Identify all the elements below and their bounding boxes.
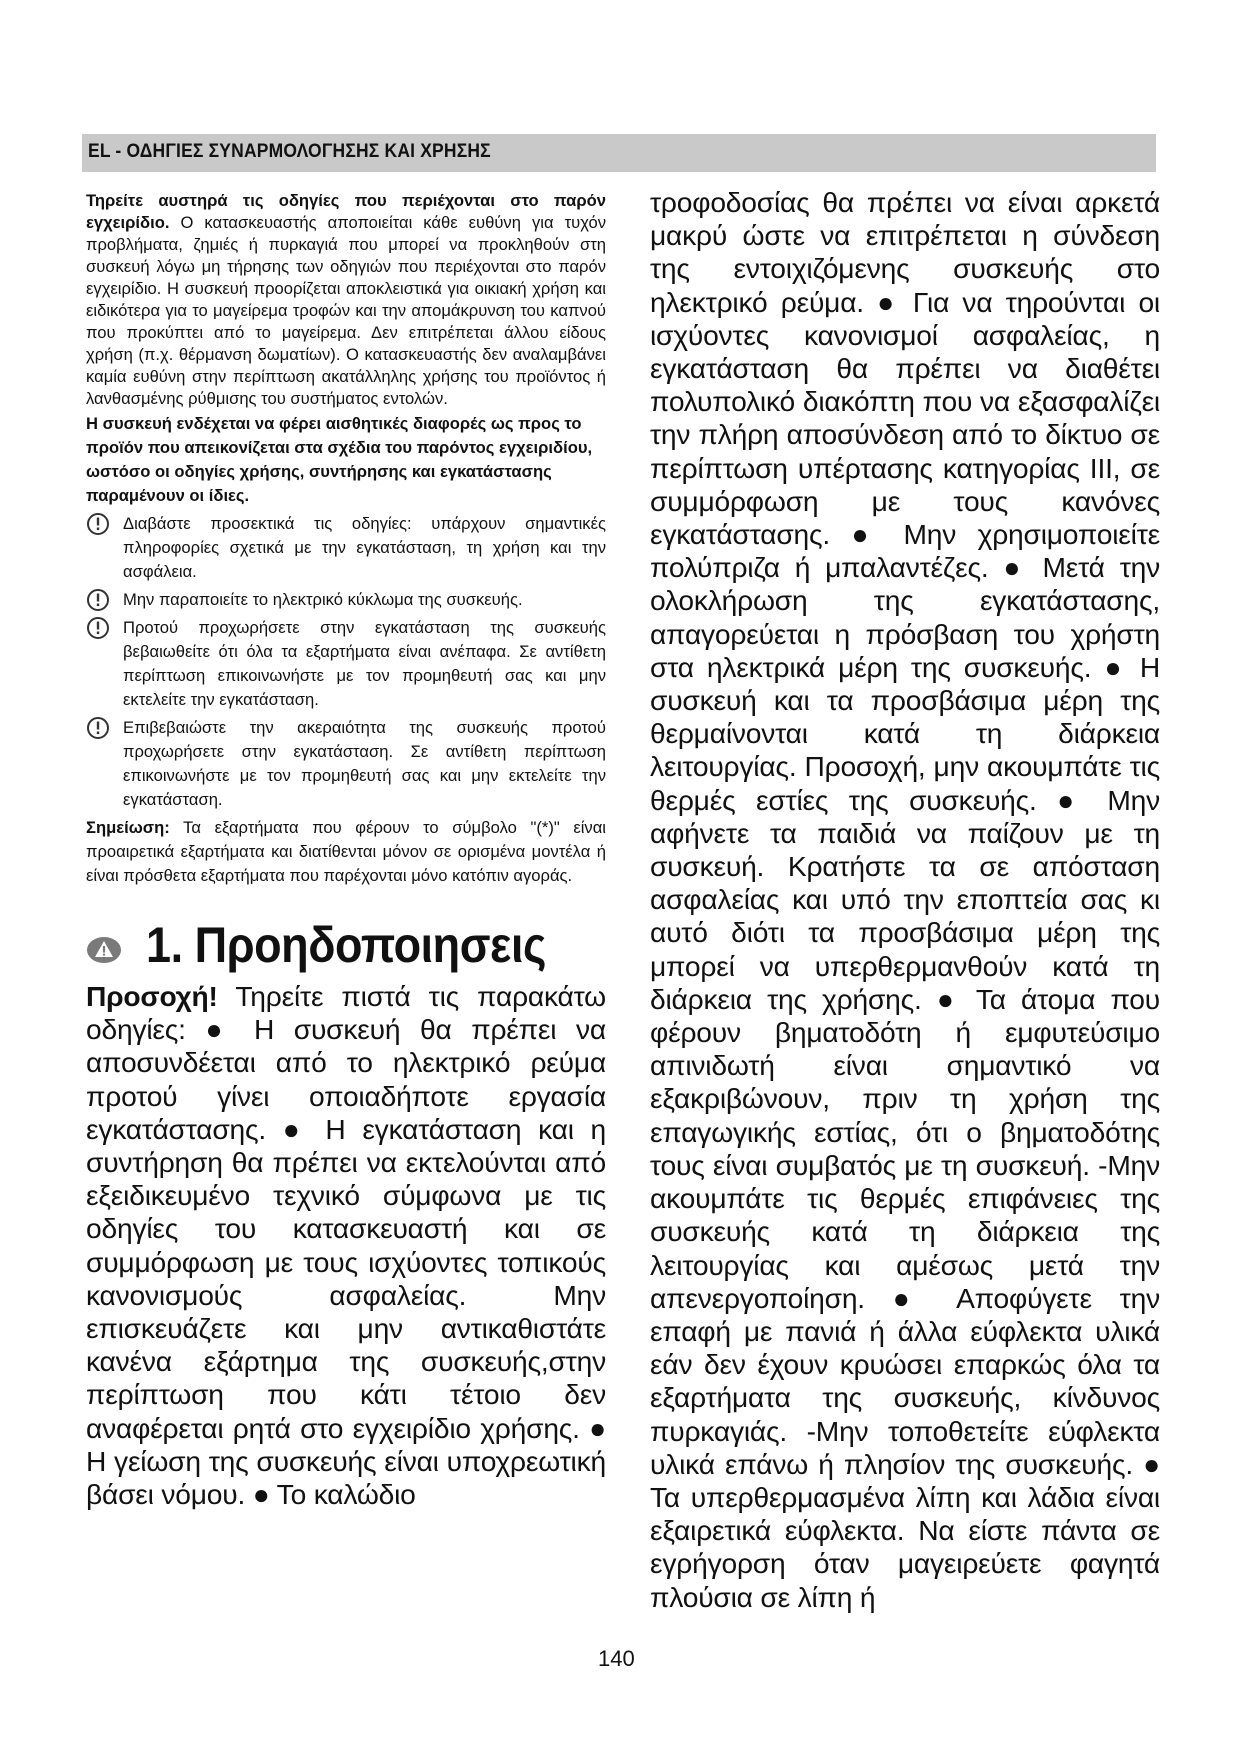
section-lead: Προσοχή! xyxy=(86,980,218,1012)
warning-item xyxy=(86,588,606,612)
warning-text: Διαβάστε προσεκτικά τις οδηγίες: υπάρχουν σημαντικές πληροφορίες σχετικά με την εγκατάσταση, τη χρήση και την ασφάλεια. xyxy=(123,514,606,581)
intro-paragraph xyxy=(86,190,606,410)
note-text: Τα εξαρτήματα που φέρουν το σύμβολο "(*)" είναι προαιρετικά εξαρτήματα και διατίθενται μόνον σε ορισμένα μοντέλα ή είναι πρόσθετα εξαρτήματα που παρέχονται μόνο κατόπιν αγοράς. xyxy=(86,818,606,885)
warning-circle-icon xyxy=(86,716,110,740)
warning-text: Προτού προχωρήσετε στην εγκατάσταση της συσκευής βεβαιωθείτε ότι όλα τα εξαρτήματα είναι ανέπαφα. Σε αντίθετη περίπτωση επικοινωνήστε με τον προμηθευτή σας και μην εκτελείτε την εγκατάσταση. xyxy=(123,618,606,709)
section-heading xyxy=(86,918,606,980)
intro-bold-lead: Τηρείτε αυστηρά τις οδηγίες που περιέχονται στο παρόν εγχειρίδιο. xyxy=(86,191,606,232)
warning-circle-icon xyxy=(86,616,110,640)
intro-text: Ο κατασκευαστής αποποιείται κάθε ευθύνη για τυχόν προβλήματα, ζημιές ή πυρκαγιά που μπορεί να προκληθούν στη συσκευή λόγω μη τήρησης των οδηγιών που περιέχονται στο παρόν εγχειρίδιο. Η συσκευή προορίζεται αποκλειστικά για οικιακή χρήση και ειδικότερα για το μαγείρεμα τροφών και την απομάκρυνση του καπνού που προκύπτει από το μαγείρεμα. Δεν επιτρέπεται άλλου είδους χρήση (π.χ. θέρμανση δωματίων). Ο κατασκευαστής δεν αναλαμβάνει καμία ευθύνη στην περίπτωση ακατάλληλης χρήσης του προϊόντος ή λανθασμένης ρύθμισης του συστήματος εντολών. xyxy=(86,213,606,408)
warning-item xyxy=(86,616,606,712)
section-left-body: Τηρείτε πιστά τις παρακάτω οδηγίες: ● Η συσκευή θα πρέπει να αποσυνδέεται από το ηλεκτρικό ρεύμα προτού γίνει οποιαδήποτε εργασία εγκατάστασης. ● Η εγκατάσταση και η συντήρηση θα πρέπει να εκτελούνται από εξειδικευμένο τεχνικό σύμφωνα με τις οδηγίες του κατασκευαστή και σε συμμόρφωση με τους ισχύοντες τοπικούς κανονισμούς ασφαλείας. Μην επισκευάζετε και μην αντικαθιστάτε κανένα εξάρτημα της συσκευής,στην περίπτωση που κάτι τέτοιο δεν αναφέρεται ρητά στο εγχειρίδιο χρήσης. ● Η γείωση της συσκευής είναι υποχρεωτική βάσει νόμου. ● Το καλώδιο xyxy=(86,980,606,1511)
warning-circle-icon xyxy=(86,588,110,612)
warning-triangle-icon xyxy=(86,936,122,964)
warning-item xyxy=(86,512,606,584)
right-column xyxy=(650,186,1160,1614)
note-paragraph xyxy=(86,816,606,888)
section-left-text xyxy=(86,980,606,1511)
left-column xyxy=(86,190,606,1511)
section-right-text: τροφοδοσίας θα πρέπει να είναι αρκετά μακρύ ώστε να επιτρέπεται η σύνδεση της εντοιχιζόμενης συσκευής στο ηλεκτρικό ρεύμα. ● Για να τηρούνται οι ισχύοντες κανονισμοί ασφαλείας, η εγκατάσταση θα πρέπει να διαθέτει πολυπολικό διακόπτη που να εξασφαλίζει την πλήρη αποσύνδεση από το δίκτυο σε περίπτωση υπέρτασης κατηγορίας III, σε συμμόρφωση με τους κανόνες εγκατάστασης. ● Μην χρησιμοποιείτε πολύπριζα ή μπαλαντέζες. ● Μετά την ολοκλήρωση της εγκατάστασης, απαγορεύεται η πρόσβαση του χρήστη στα ηλεκτρικά μέρη της συσκευής. ● Η συσκευή και τα προσβάσιμα μέρη της θερμαίνονται κατά τη διάρκεια λειτουργίας. Προσοχή, μην ακουμπάτε τις θερμές εστίες της συσκευής. ● Μην αφήνετε τα παιδιά να παίζουν με τη συσκευή. Κρατήστε τα σε απόσταση ασφαλείας και υπό την εποπτεία σας κι αυτό διότι τα προσβάσιμα μέρη της μπορεί να υπερθερμανθούν κατά τη διάρκεια της χρήσης. ● Τα άτομα που φέρουν βηματοδότη ή εμφυτεύσιμο απινιδωτή είναι σημαντικό να εξακριβώνουν, πριν τη χρήση της επαγωγικής εστίας, ότι ο βηματοδότης τους είναι συμβατός με τη συσκευή. -Μην ακουμπάτε τις θερμές επιφάνειες της συσκευής κατά τη διάρκεια της λειτουργίας και αμέσως μετά την απενεργοποίηση. ● Αποφύγετε την επαφή με πανιά ή άλλα εύφλεκτα υλικά εάν δεν έχουν κρυώσει επαρκώς όλα τα εξαρτήματα της συσκευής, κίνδυνος πυρκαγιάς. -Μην τοποθετείτε εύφλεκτα υλικά επάνω ή πλησίον της συσκευής. ● Τα υπερθερμασμένα λίπη και λάδια είναι εξαιρετικά εύφλεκτα. Να είστε πάντα σε εγρήγορση όταν μαγειρεύετε φαγητά πλούσια σε λίπη ή xyxy=(650,186,1160,1613)
warning-item xyxy=(86,716,606,812)
page-header-title: EL - ΟΔΗΓΙΕΣ ΣΥΝΑΡΜΟΛΟΓΗΣΗΣ ΚΑΙ ΧΡΗΣΗΣ xyxy=(88,141,491,162)
note-label: Σημείωση: xyxy=(86,818,170,837)
warning-text: Επιβεβαιώστε την ακεραιότητα της συσκευής προτού προχωρήσετε στην εγκατάσταση. Σε αντίθετη περίπτωση επικοινωνήστε με τον προμηθευτή σας και μην εκτελείτε την εγκατάσταση. xyxy=(123,718,606,809)
warning-text: Μην παραποιείτε το ηλεκτρικό κύκλωμα της συσκευής. xyxy=(123,590,523,609)
differences-note: Η συσκευή ενδέχεται να φέρει αισθητικές διαφορές ως προς το προϊόν που απεικονίζεται στα σχέδια του παρόντος εγχειριδίου, ωστόσο οι οδηγίες χρήσης, συντήρησης και εγκατάστασης παραμένουν οι ίδιες. xyxy=(86,414,593,505)
warning-circle-icon xyxy=(86,512,110,536)
section-title: 1. Προηδοποιησεις xyxy=(146,917,546,973)
page-number: 140 xyxy=(598,1646,635,1671)
